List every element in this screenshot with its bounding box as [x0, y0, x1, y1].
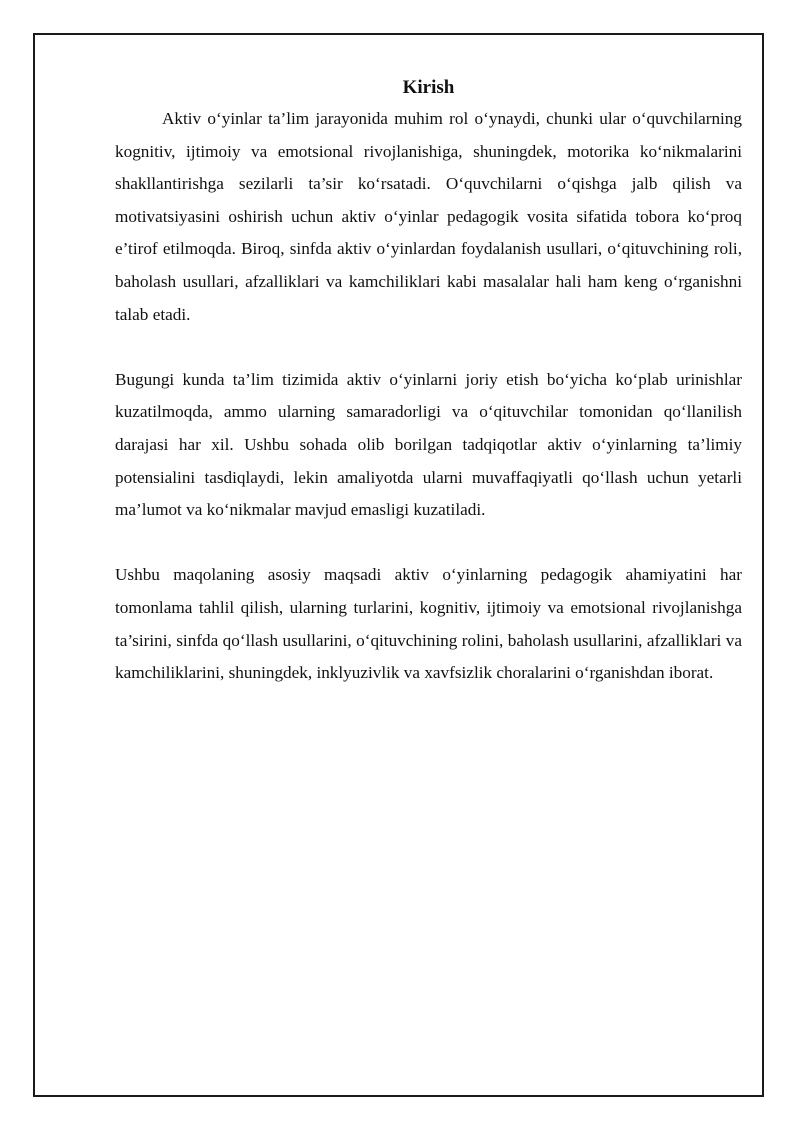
paragraph-spacer [115, 527, 742, 560]
paragraph-intro: Aktiv o‘yinlar ta’lim jarayonida muhim rol o‘ynaydi, chunki ular o‘quvchilarning kognitiv, ijtimoiy va emotsional rivojlanishiga, shuningdek, motorika ko‘nikmalarini shakllantirishga sezilarli ta’sir ko‘rsatadi. O‘quvchilarni o‘qishga jalb qilish va motivatsiyasini oshirish uchun aktiv o‘yinlar pedagogik vosita sifatida tobora ko‘proq e’tirof etilmoqda. Biroq, sinfda aktiv o‘yinlardan foydalanish usullari, o‘qituvchining roli, baholash usullari, afzalliklari va kamchiliklari kabi masalalar hali ham keng o‘rganishni talab etadi. [115, 109, 742, 324]
document-title: Kirish [402, 77, 455, 98]
paragraph-context: Bugungi kunda ta’lim tizimida aktiv o‘yinlarni joriy etish bo‘yicha ko‘plab urinishlar kuzatilmoqda, ammo ularning samaradorligi va o‘qituvchilar tomonidan qo‘llanilish darajasi har xil. Ushbu sohada olib borilgan tadqiqotlar aktiv o‘yinlarning ta’limiy potensialini tasdiqlaydi, lekin amaliyotda ularni muvaffaqiyatli qo‘llash uchun yetarli ma’lumot va ko‘nikmalar mavjud emasligi kuzatiladi. [115, 369, 742, 520]
paragraph-purpose: Ushbu maqolaning asosiy maqsadi aktiv o‘yinlarning pedagogik ahamiyatini har tomonlama tahlil qilish, ularning turlarini, kognitiv, ijtimoiy va emotsional rivojlanishga ta’sirini, sinfda qo‘llash usullarini, o‘qituvchining rolini, baholash usullarini, afzalliklari va kamchiliklarini, shuningdek, inklyuzivlik va xavfsizlik choralarini o‘rganishdan iborat. [115, 565, 742, 683]
document-body [115, 73, 742, 690]
paragraph-spacer [115, 331, 742, 364]
